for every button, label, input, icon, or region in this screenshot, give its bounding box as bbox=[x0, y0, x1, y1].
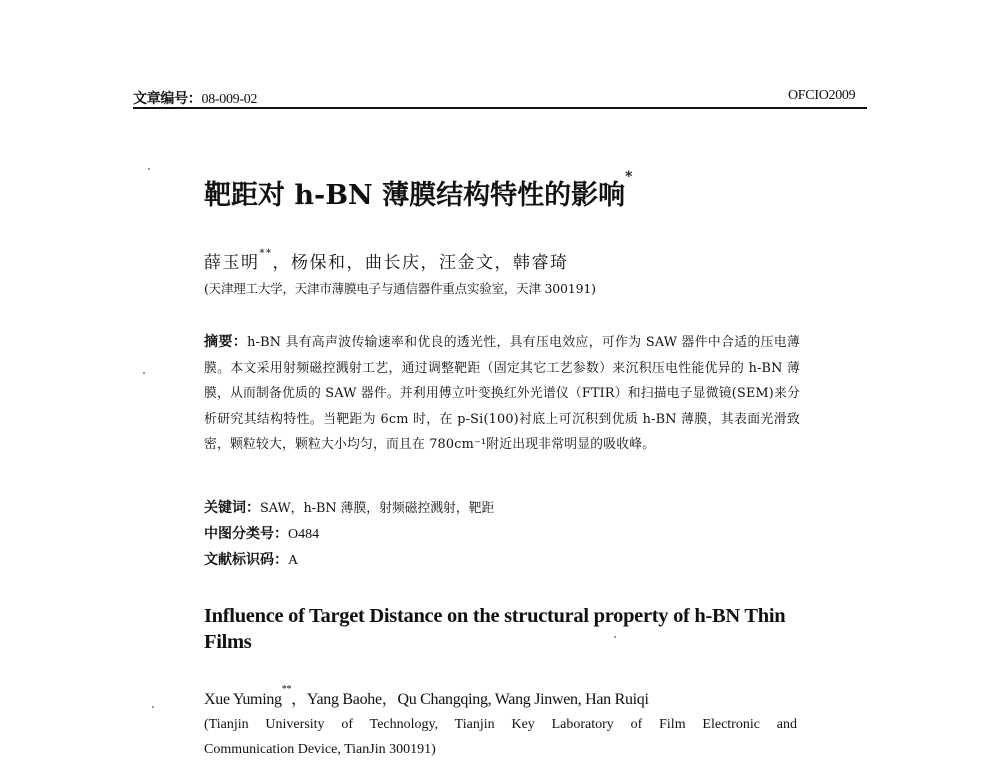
scan-speck bbox=[143, 372, 145, 374]
paper-title-cn bbox=[204, 169, 633, 212]
affiliation-en-line1: (Tianjin University of Technology, Tianjin Key Laboratory of Film Electronic and bbox=[204, 717, 797, 732]
paper-title-en: Influence of Target Distance on the structural property of h-BN Thin Films bbox=[204, 605, 786, 653]
other-authors-en: ，Yang Baohe，Qu Changqing, Wang Jinwen, Han Ruiqi bbox=[291, 691, 649, 708]
title-footnote-mark: * bbox=[625, 169, 633, 185]
affiliation-en bbox=[204, 712, 797, 762]
abstract-text: h-BN 具有高声波传输速率和优良的透光性，具有压电效应，可作为 SAW 器件中合适的压电薄膜。本文采用射频磁控溅射工艺，通过调整靶距（固定其它工艺参数）来沉积压电性能优异的 h-BN 薄膜，从而制备优质的 SAW 器件。并利用傅立叶变换红外光谱仪（FTIR）和扫描电子显微镜(SEM)来分析研究其结构特性。当靶距为 6cm 时，在 p-Si(100)衬底上可沉积到优质 h-BN 薄膜，其表面光滑致密，颗粒较大，颗粒大小均匀，而且在 780cm⁻¹附近出现非常明显的吸收峰。 bbox=[204, 335, 800, 453]
authors-cn bbox=[204, 248, 569, 273]
corresponding-author-mark: ** bbox=[259, 248, 273, 259]
article-number bbox=[133, 88, 257, 108]
authors-en bbox=[204, 686, 649, 709]
corresponding-author-mark-en: ** bbox=[281, 684, 292, 695]
doc-code-label: 文献标识码： bbox=[204, 552, 288, 568]
header-rule bbox=[133, 107, 867, 109]
clc-line bbox=[204, 523, 319, 543]
keywords-value: SAW，h-BN 薄膜，射频磁控溅射，靶距 bbox=[260, 501, 495, 516]
keywords-line bbox=[204, 497, 494, 517]
keywords-label: 关键词： bbox=[204, 500, 260, 516]
first-author-cn: 薛玉明 bbox=[204, 253, 260, 273]
doc-code-value: A bbox=[288, 553, 299, 568]
other-authors-cn: ，杨保和，曲长庆，汪金文，韩睿琦 bbox=[272, 253, 569, 273]
scan-speck bbox=[614, 636, 616, 638]
scan-speck bbox=[148, 168, 150, 170]
doc-code-line bbox=[204, 549, 298, 569]
article-number-value: 08-009-02 bbox=[201, 92, 258, 107]
scan-speck bbox=[152, 706, 154, 708]
first-author-en: Xue Yuming bbox=[204, 691, 282, 708]
affiliation-cn: (天津理工大学，天津市薄膜电子与通信器件重点实验室，天津 300191) bbox=[204, 281, 596, 296]
clc-label: 中图分类号： bbox=[204, 526, 288, 542]
paper-title-cn-text: 靶距对 h-BN 薄膜结构特性的影响 bbox=[204, 180, 626, 211]
affiliation-en-line2: Communication Device, TianJin 300191) bbox=[204, 742, 436, 757]
conference-code: OFCIO2009 bbox=[788, 88, 856, 103]
article-number-label: 文章编号： bbox=[133, 91, 202, 107]
abstract-cn bbox=[204, 330, 800, 458]
clc-value: O484 bbox=[288, 527, 320, 542]
abstract-label: 摘要： bbox=[204, 334, 248, 350]
